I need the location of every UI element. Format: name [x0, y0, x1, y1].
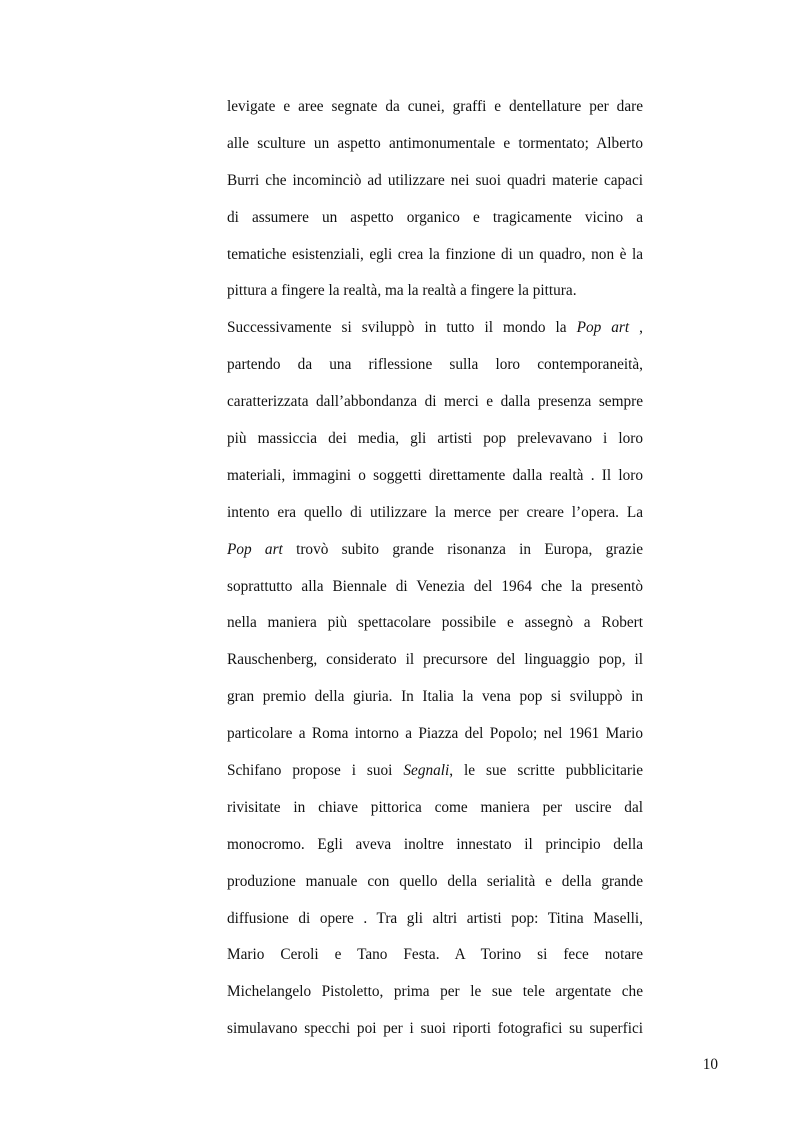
text-segment: Rauschenberg, considerato il precursore del linguaggio pop, il: [227, 651, 643, 669]
text-segment: ,: [629, 319, 643, 337]
text-segment: gran premio della giuria. In Italia la vena pop si sviluppò in: [227, 688, 643, 706]
italic-term: Pop art: [227, 540, 283, 558]
text-line: [227, 974, 643, 1011]
text-line: [227, 347, 643, 384]
text-line: [227, 716, 643, 753]
italic-term: Pop art: [576, 319, 630, 337]
text-line: [227, 200, 643, 237]
text-segment: rivisitate in chiave pittorica come maniera per uscire dal: [227, 798, 643, 816]
text-segment: di assumere un aspetto organico e tragicamente vicino a: [227, 208, 643, 226]
body-text: [227, 89, 643, 1048]
text-segment: Burri che incominciò ad utilizzare nei suoi quadri materie capaci: [227, 171, 643, 189]
text-line: [227, 642, 643, 679]
text-segment: Schifano propose i suoi: [227, 762, 404, 780]
text-segment: diffusione di opere . Tra gli altri artisti pop: Titina Maselli,: [227, 909, 643, 927]
text-line: [227, 273, 643, 310]
text-segment: monocromo. Egli aveva inoltre innestato il principio della: [227, 835, 643, 853]
text-segment: alle sculture un aspetto antimonumentale e tormentato; Alberto: [227, 134, 643, 152]
text-segment: tematiche esistenziali, egli crea la finzione di un quadro, non è la: [227, 245, 643, 263]
text-line: [227, 605, 643, 642]
text-line: [227, 864, 643, 901]
text-line: [227, 458, 643, 495]
text-segment: materiali, immagini o soggetti direttamente dalla realtà . Il loro: [227, 466, 643, 484]
text-segment: pittura a fingere la realtà, ma la realtà a fingere la pittura.: [227, 282, 577, 300]
text-line: [227, 421, 643, 458]
text-line: [227, 384, 643, 421]
text-line: [227, 753, 643, 790]
text-line: [227, 937, 643, 974]
text-line: [227, 1011, 643, 1048]
text-line: [227, 126, 643, 163]
text-segment: Mario Ceroli e Tano Festa. A Torino si fece notare: [227, 946, 643, 964]
text-line: [227, 163, 643, 200]
text-line: [227, 310, 643, 347]
text-line: [227, 532, 643, 569]
text-segment: partendo da una riflessione sulla loro contemporaneità,: [227, 356, 643, 374]
text-segment: caratterizzata dall’abbondanza di merci e dalla presenza sempre: [227, 393, 643, 411]
text-line: [227, 679, 643, 716]
text-segment: , le sue scritte pubblicitarie: [449, 762, 644, 780]
text-segment: più massiccia dei media, gli artisti pop prelevavano i loro: [227, 430, 643, 448]
text-line: [227, 827, 643, 864]
italic-term: Segnali: [403, 762, 450, 780]
page-number: 10: [702, 1056, 718, 1073]
text-line: [227, 569, 643, 606]
text-segment: particolare a Roma intorno a Piazza del Popolo; nel 1961 Mario: [227, 725, 643, 743]
text-segment: simulavano specchi poi per i suoi riporti fotografici su superfici: [227, 1020, 643, 1038]
text-segment: trovò subito grande risonanza in Europa, grazie: [282, 540, 643, 558]
text-line: [227, 901, 643, 938]
text-segment: Successivamente si sviluppò in tutto il mondo la: [227, 319, 577, 337]
text-line: [227, 790, 643, 827]
text-segment: soprattutto alla Biennale di Venezia del 1964 che la presentò: [227, 577, 643, 595]
text-line: [227, 237, 643, 274]
text-segment: levigate e aree segnate da cunei, graffi e dentellature per dare: [227, 98, 643, 115]
text-segment: nella maniera più spettacolare possibile e assegnò a Robert: [227, 614, 643, 632]
text-line: [227, 495, 643, 532]
text-segment: produzione manuale con quello della serialità e della grande: [227, 872, 643, 890]
text-segment: Michelangelo Pistoletto, prima per le sue tele argentate che: [227, 983, 643, 1001]
text-segment: intento era quello di utilizzare la merce per creare l’opera. La: [227, 503, 643, 521]
text-line: [227, 89, 643, 126]
